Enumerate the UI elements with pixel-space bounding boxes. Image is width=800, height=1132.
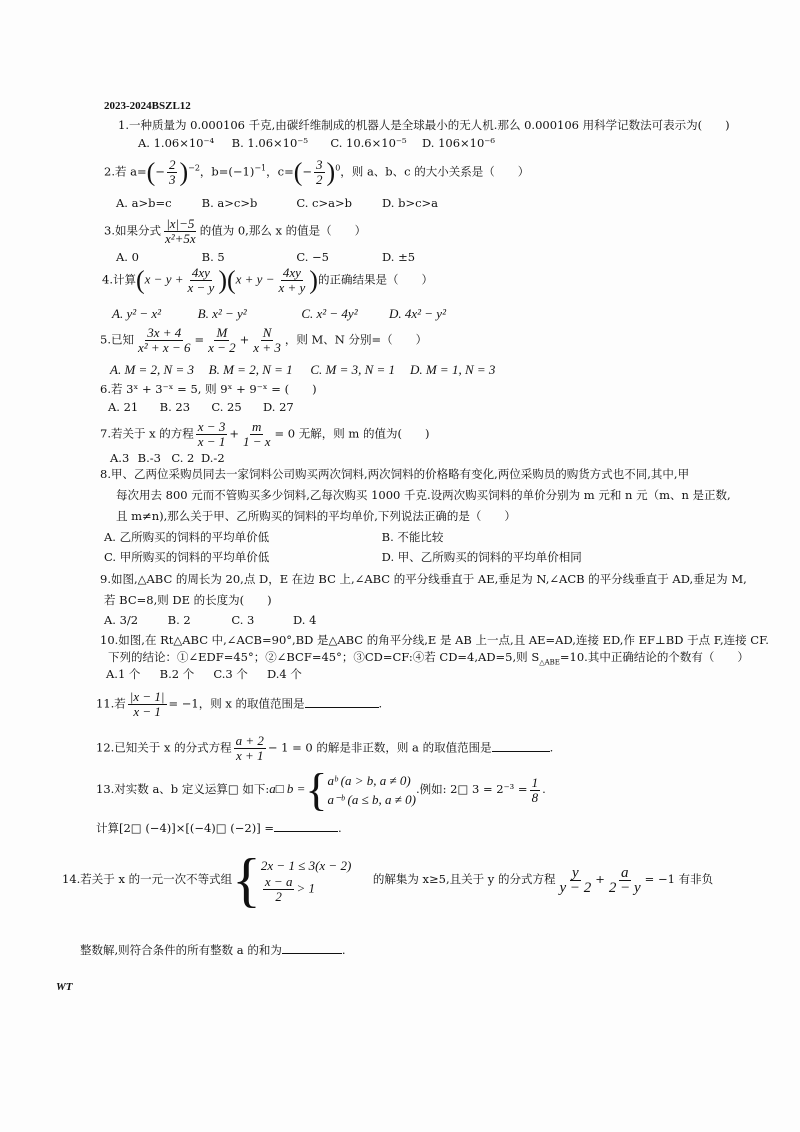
question-8-options-row-2 bbox=[104, 549, 582, 565]
option-b: B. x² − y² bbox=[197, 306, 247, 321]
option-d: D. M = 1, N = 3 bbox=[409, 362, 496, 377]
document-code: 2023-2024BSZL12 bbox=[104, 100, 191, 112]
option-d: D. ±5 bbox=[381, 250, 416, 264]
option-b: B.-3 bbox=[137, 451, 161, 465]
question-1-options bbox=[138, 136, 495, 150]
question-14-line-2: 整数解,则符合条件的所有整数 a 的和为 . bbox=[80, 943, 346, 957]
question-8-line-1: 8.甲、乙两位采购员同去一家饲料公司购买两次饲料,两次饲料的价格略有变化,两位采购员的购货方式也不同,其中,甲 bbox=[100, 467, 690, 481]
question-5-options bbox=[110, 362, 495, 378]
answer-blank[interactable] bbox=[282, 943, 342, 954]
option-c: C. −5 bbox=[296, 250, 329, 264]
question-4-options bbox=[112, 306, 446, 322]
question-13-compute: 计算[2□ (−4)]×[(−4)□ (−2)] = . bbox=[96, 821, 342, 835]
option-c: C.3 个 bbox=[213, 667, 248, 681]
question-8-options-row-1 bbox=[104, 529, 443, 545]
option-c: C. 甲所购买的饲料的平均单价低 bbox=[104, 550, 270, 564]
option-b: B.2 个 bbox=[159, 667, 195, 681]
option-c: C. 3 bbox=[231, 613, 255, 627]
option-b: B. 5 bbox=[201, 250, 225, 264]
option-c: C. 2 bbox=[171, 451, 195, 465]
question-6-stem: 6.若 3ˣ + 3⁻ˣ = 5, 则 9ˣ + 9⁻ˣ = ( ) bbox=[100, 382, 317, 396]
option-d: D. 106×10⁻⁶ bbox=[421, 136, 495, 150]
answer-blank[interactable] bbox=[274, 821, 338, 832]
option-a: A. 乙所购买的饲料的平均单价低 bbox=[104, 530, 270, 544]
answer-blank[interactable] bbox=[305, 697, 379, 708]
option-d: D.4 个 bbox=[266, 667, 302, 681]
option-b: B. a>c>b bbox=[201, 196, 258, 210]
question-8-line-3: 且 m≠n),那么关于甲、乙所购买的饲料的平均单价,下列说法正确的是（ ） bbox=[116, 509, 516, 523]
question-2-stem: 2.若 a=(− $\frac{2}{3}$ )$^{-2}$，$b=(-1)^{-1}$，c=(− $\frac{3}{2}$ )$^0$，则 a、b、c 的大小关系是（ ） bbox=[104, 157, 530, 187]
option-b: B. M = 2, N = 1 bbox=[208, 362, 293, 377]
question-14-line-1: 14.若关于 x 的一元一次不等式组{ 2x − 1 ≤ 3(x − 2) $\frac{x - a}{2}$ > 1 的解集为 x≥5,且关于 y 的分式方程 $\frac{y}{y - 2}$ + $\frac{a}{2 - y}$ = −1 有非负 bbox=[62, 847, 714, 913]
option-b: B. 23 bbox=[159, 400, 191, 414]
question-3-stem: 3.如果分式 $\frac{|x|-5}{\text{x²+5x}}$ 的值为 0,那么 x 的值是（ ） bbox=[104, 216, 367, 246]
question-10-line-2: 下列的结论：①∠EDF=45°；②∠BCF=45°；③CD=CF:④若 CD=4,AD=5,则 $S_{\triangle ABE}=10$.其中正确结论的个数有（ ） bbox=[108, 650, 749, 667]
question-2-options bbox=[116, 196, 438, 210]
option-d: D.-2 bbox=[200, 451, 225, 465]
question-9-options bbox=[104, 613, 316, 627]
question-12: 12.已知关于 x 的分式方程 $\frac{a + 2}{x + 1}$ − 1 = 0 的解是非正数，则 a 的取值范围是 . bbox=[96, 733, 554, 763]
question-10-line-1: 10.如图,在 Rt△ABC 中,∠ACB=90°,BD 是△ABC 的角平分线,E 是 AB 上一点,且 AE=AD,连接 ED,作 EF⊥BD 于点 F,连接 CF. bbox=[100, 633, 769, 647]
option-c: C. x² − 4y² bbox=[301, 306, 358, 321]
answer-blank[interactable] bbox=[492, 741, 550, 752]
option-c: C. 10.6×10⁻⁵ bbox=[330, 136, 407, 150]
option-b: B. 1.06×10⁻⁵ bbox=[231, 136, 308, 150]
question-9-line-2: 若 BC=8,则 DE 的长度为( ) bbox=[104, 593, 272, 607]
option-a: A. 1.06×10⁻⁴ bbox=[138, 136, 215, 150]
option-b: B. 不能比较 bbox=[381, 530, 444, 544]
option-d: D. 4 bbox=[292, 613, 317, 627]
question-10-options bbox=[106, 666, 302, 682]
option-a: A. M = 2, N = 3 bbox=[110, 362, 194, 377]
option-a: A. 3/2 bbox=[104, 613, 139, 627]
option-c: C. c>a>b bbox=[296, 196, 352, 210]
question-8-line-2: 每次用去 800 元而不管购买多少饲料,乙每次购买 1000 千克.设两次购买饲料的单价分别为 m 元和 n 元（m、n 是正数, bbox=[116, 488, 731, 502]
option-d: D. 4x² − y² bbox=[388, 306, 446, 321]
question-1-stem: 1.一种质量为 0.000106 千克,由碳纤维制成的机器人是全球最小的无人机.那么 0.000106 用科学记数法可表示为( ) bbox=[118, 118, 730, 132]
option-d: D. 27 bbox=[262, 400, 294, 414]
question-13-definition: 13.对实数 a、b 定义运算□ 如下:a□ b ={ aᵇ (a > b, a ≠ 0) a⁻ᵇ (a ≤ b, a ≠ 0) .例如: 2□ 3 = 2⁻³ = $\frac{1}{8}$ . bbox=[96, 764, 546, 815]
option-a: A. a>b=c bbox=[116, 196, 172, 210]
footer-mark: WT bbox=[56, 981, 73, 993]
option-a: A.3 bbox=[110, 451, 130, 465]
option-d: D. b>c>a bbox=[381, 196, 439, 210]
option-c: C. M = 3, N = 1 bbox=[310, 362, 396, 377]
option-a: A. y² − x² bbox=[112, 306, 162, 321]
option-a: A.1 个 bbox=[106, 667, 141, 681]
question-7-options bbox=[110, 451, 225, 465]
option-c: C. 25 bbox=[211, 400, 242, 414]
option-b: B. 2 bbox=[167, 613, 191, 627]
question-11: 11.若 $\frac{|x - 1|}{x - 1}$ = −1，则 x 的取值范围是 . bbox=[96, 689, 383, 719]
question-4-stem: 4.计算(x − y + $\frac{4xy}{x - y}$ )(x + y − $\frac{4xy}{x + y}$ )的正确结果是（ ） bbox=[102, 265, 433, 295]
question-5-stem: 5.已知 $\frac{3x + 4}{\text{x² + x − 6}}$ = $\frac{M}{x - 2}$ + $\frac{N}{x + 3}$ ，则 M、N 分别=（ ） bbox=[100, 325, 428, 355]
option-a: A. 21 bbox=[108, 400, 139, 414]
option-a: A. 0 bbox=[116, 250, 139, 264]
question-9-line-1: 9.如图,△ABC 的周长为 20,点 D，E 在边 BC 上,∠ABC 的平分线垂直于 AE,垂足为 N,∠ACB 的平分线垂直于 AD,垂足为 M, bbox=[100, 572, 747, 586]
option-d: D. 甲、乙所购买的饲料的平均单价相同 bbox=[381, 550, 582, 564]
question-6-options bbox=[108, 400, 294, 414]
question-3-options bbox=[116, 250, 415, 264]
question-7-stem: 7.若关于 x 的方程 $\frac{x - 3}{x - 1}$ + $\frac{m}{1 - x}$ = 0 无解，则 m 的值为( ) bbox=[100, 419, 430, 449]
